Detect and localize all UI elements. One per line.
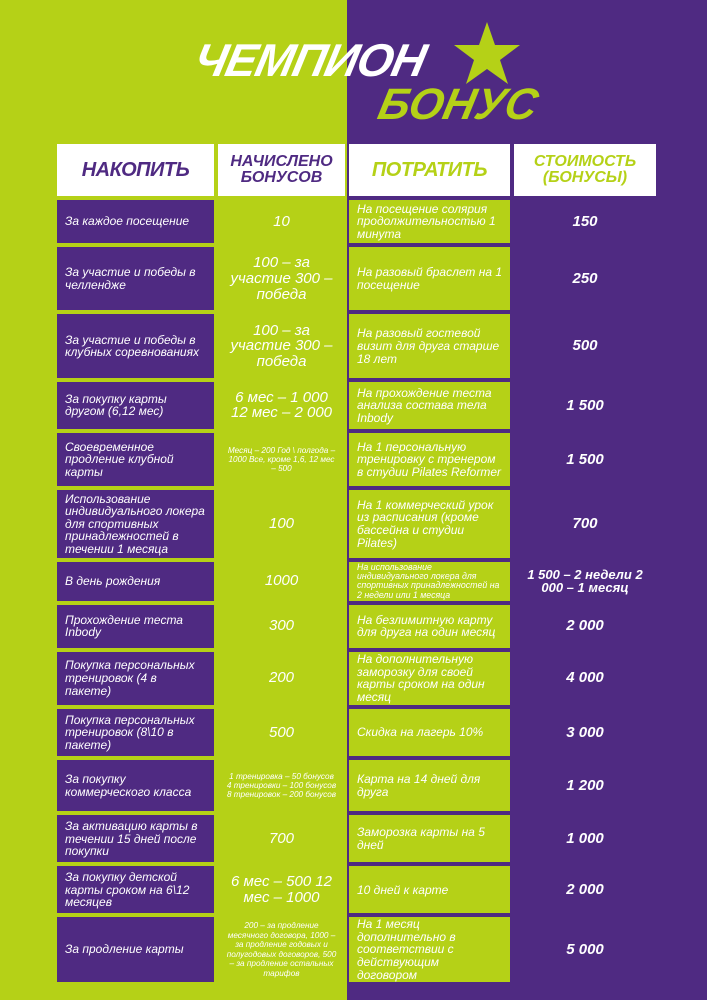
cost-cell: 500 — [514, 314, 656, 377]
credited-cell: 100 — [218, 490, 345, 558]
earn-cell: Использование индивидуального локера для спортивных принадлежностей в течении 1 месяца — [57, 490, 214, 558]
table-row — [57, 866, 656, 913]
earn-cell: За покупку коммерческого класса — [57, 760, 214, 811]
header-credited: НАЧИСЛЕНО БОНУСОВ — [218, 144, 345, 196]
earn-cell: За покупку детской карты сроком на 6\12 месяцев — [57, 866, 214, 913]
spend-cell: 10 дней к карте — [349, 866, 510, 913]
cost-cell: 3 000 — [514, 709, 656, 756]
credited-cell: 100 – за участие 300 – победа — [218, 247, 345, 310]
spend-cell: На разовый браслет на 1 посещение — [349, 247, 510, 310]
table-row — [57, 382, 656, 429]
table-row — [57, 709, 656, 756]
table-row — [57, 433, 656, 486]
credited-cell: 200 – за продление месячного договора, 1000 – за продление годовых и полугодовых договоров, 500 – за продление остальных тарифов — [218, 917, 345, 982]
credited-cell: 500 — [218, 709, 345, 756]
credited-cell: 1 тренировка – 50 бонусов 4 тренировки – 100 бонусов 8 тренировок – 200 бонусов — [218, 760, 345, 811]
cost-cell: 5 000 — [514, 917, 656, 982]
table-row — [57, 652, 656, 705]
cost-cell: 2 000 — [514, 866, 656, 913]
logo — [0, 0, 707, 135]
table-row — [57, 562, 656, 601]
spend-cell: На посещение солярия продолжительностью 1 минута — [349, 200, 510, 243]
earn-cell: За покупку карты другом (6,12 мес) — [57, 382, 214, 429]
spend-cell: На 1 персональную тренировку с тренером в студии Pilates Reformer — [349, 433, 510, 486]
spend-cell: Карта на 14 дней для друга — [349, 760, 510, 811]
cost-cell: 4 000 — [514, 652, 656, 705]
credited-cell: 300 — [218, 605, 345, 648]
spend-cell: На разовый гостевой визит для друга старше 18 лет — [349, 314, 510, 377]
table-row — [57, 760, 656, 811]
table-row — [57, 490, 656, 558]
earn-cell: Своевременное продление клубной карты — [57, 433, 214, 486]
earn-cell: Покупка персональных тренировок (4 в пакете) — [57, 652, 214, 705]
table-row — [57, 917, 656, 982]
star-icon — [452, 20, 522, 86]
logo-word-bonus: БОНУС — [373, 80, 543, 129]
cost-cell: 1 500 — [514, 433, 656, 486]
credited-cell: 10 — [218, 200, 345, 243]
logo-word-champion: ЧЕМПИОН — [189, 34, 431, 86]
header-row — [57, 144, 656, 196]
header-cost: СТОИМОСТЬ (БОНУСЫ) — [514, 144, 656, 196]
spend-cell: На безлимитную карту для друга на один месяц — [349, 605, 510, 648]
spend-cell: На дополнительную заморозку для своей карты сроком на один месяц — [349, 652, 510, 705]
table-row — [57, 605, 656, 648]
credited-cell: 6 мес – 1 000 12 мес – 2 000 — [218, 382, 345, 429]
header-earn: НАКОПИТЬ — [57, 144, 214, 196]
cost-cell: 2 000 — [514, 605, 656, 648]
credited-cell: 6 мес – 500 12 мес – 1000 — [218, 866, 345, 913]
cost-cell: 1 200 — [514, 760, 656, 811]
header-spend: ПОТРАТИТЬ — [349, 144, 510, 196]
credited-cell: 1000 — [218, 562, 345, 601]
earn-cell: За каждое посещение — [57, 200, 214, 243]
earn-cell: За участие и победы в челлендже — [57, 247, 214, 310]
cost-cell: 700 — [514, 490, 656, 558]
cost-cell: 1 500 — [514, 382, 656, 429]
table-row — [57, 314, 656, 377]
credited-cell: 200 — [218, 652, 345, 705]
cost-cell: 150 — [514, 200, 656, 243]
earn-cell: В день рождения — [57, 562, 214, 601]
earn-cell: Покупка персональных тренировок (8\10 в пакете) — [57, 709, 214, 756]
table-row — [57, 247, 656, 310]
earn-cell: За участие и победы в клубных соревнованиях — [57, 314, 214, 377]
credited-cell: 700 — [218, 815, 345, 862]
cost-cell: 1 000 — [514, 815, 656, 862]
spend-cell: Скидка на лагерь 10% — [349, 709, 510, 756]
cost-cell: 250 — [514, 247, 656, 310]
credited-cell: Месяц – 200 Год \ полгода – 1000 Все, кроме 1,6, 12 мес – 500 — [218, 433, 345, 486]
earn-cell: Прохождение теста Inbody — [57, 605, 214, 648]
table-row — [57, 815, 656, 862]
earn-cell: За активацию карты в течении 15 дней после покупки — [57, 815, 214, 862]
spend-cell: Заморозка карты на 5 дней — [349, 815, 510, 862]
spend-cell: На 1 месяц дополнительно в соответствии с действующим договором — [349, 917, 510, 982]
spend-cell: На прохождение теста анализа состава тела Inbody — [349, 382, 510, 429]
spend-cell: На использование индивидуального локера для спортивных принадлежностей на 2 недели или 1 месяца — [349, 562, 510, 601]
credited-cell: 100 – за участие 300 – победа — [218, 314, 345, 377]
spend-cell: На 1 коммерческий урок из расписания (кроме бассейна и студии Pilates) — [349, 490, 510, 558]
cost-cell: 1 500 – 2 недели 2 000 – 1 месяц — [514, 562, 656, 601]
bonus-table — [53, 140, 660, 986]
table-row — [57, 200, 656, 243]
earn-cell: За продление карты — [57, 917, 214, 982]
